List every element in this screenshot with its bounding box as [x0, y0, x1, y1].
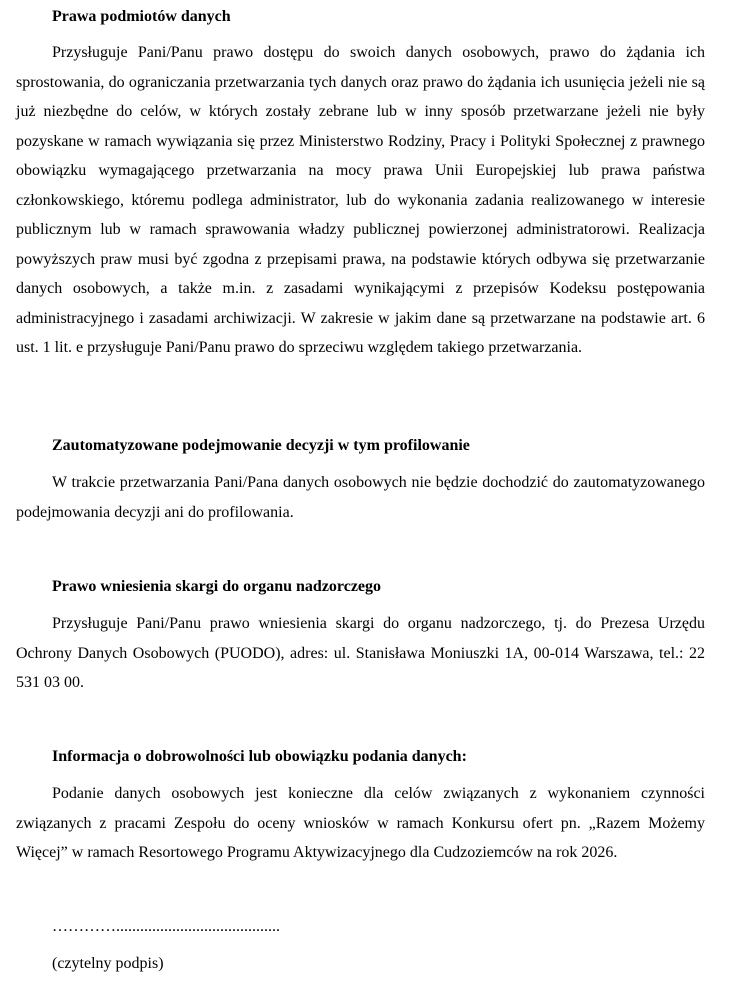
section-heading: Zautomatyzowane podejmowanie decyzji w tym profilowanie [52, 437, 470, 454]
section-paragraph: W trakcie przetwarzania Pani/Pana danych osobowych nie będzie dochodzić do zautomatyzowanego podejmowania decyzji ani do profilowania. [16, 474, 705, 521]
section-heading: Prawa podmiotów danych [52, 8, 231, 25]
signature-line: …………......................................... [52, 918, 280, 935]
section-heading: Prawo wniesienia skargi do organu nadzorczego [52, 578, 382, 595]
section-paragraph: Przysługuje Pani/Panu prawo dostępu do swoich danych osobowych, prawo do żądania ich sprostowania, do ograniczania przetwarzania tych danych oraz prawo do żądania ich usunięcia jeżeli nie są już niezbędne do celów, w których zostały zebrane lub w inny sposób przetwarzane jeżeli nie były pozyskane w ramach wywiązania się przez Ministerstwo Rodziny, Pracy i Polityki Społecznej z prawnego obowiązku wymagającego przetwarzania na mocy prawa Unii Europejskiej lub prawa państwa członkowskiego, któremu podlega administrator, lub do wykonania zadania realizowanego w interesie publicznym lub w ramach sprawowania władzy publicznej powierzonej administratorowi. Realizacja powyższych praw musi być zgodna z przepisami prawa, na podstawie których odbywa się przetwarzanie danych osobowych, a także m.in. z zasadami wynikającymi z przepisów Kodeksu postępowania administracyjnego i zasadami archiwizacji. W zakresie w jakim dane są przetwarzane na podstawie art. 6 ust. 1 lit. e przysługuje Pani/Panu prawo do sprzeciwu względem takiego przetwarzania. [16, 44, 705, 356]
section-paragraph: Przysługuje Pani/Panu prawo wniesienia skargi do organu nadzorczego, tj. do Prezesa Urzędu Ochrony Danych Osobowych (PUODO), adres: ul. Stanisława Moniuszki 1A, 00-014 Warszawa, tel.: 22 531 03 00. [16, 615, 705, 691]
section-paragraph: Podanie danych osobowych jest konieczne dla celów związanych z wykonaniem czynności związanych z pracami Zespołu do oceny wniosków w ramach Konkursu ofert pn. „Razem Możemy Więcej” w ramach Resortowego Programu Aktywizacyjnego dla Cudzoziemców na rok 2026. [16, 785, 705, 861]
signature-label: (czytelny podpis) [52, 955, 164, 972]
section-heading: Informacja o dobrowolności lub obowiązku podania danych: [52, 748, 467, 765]
